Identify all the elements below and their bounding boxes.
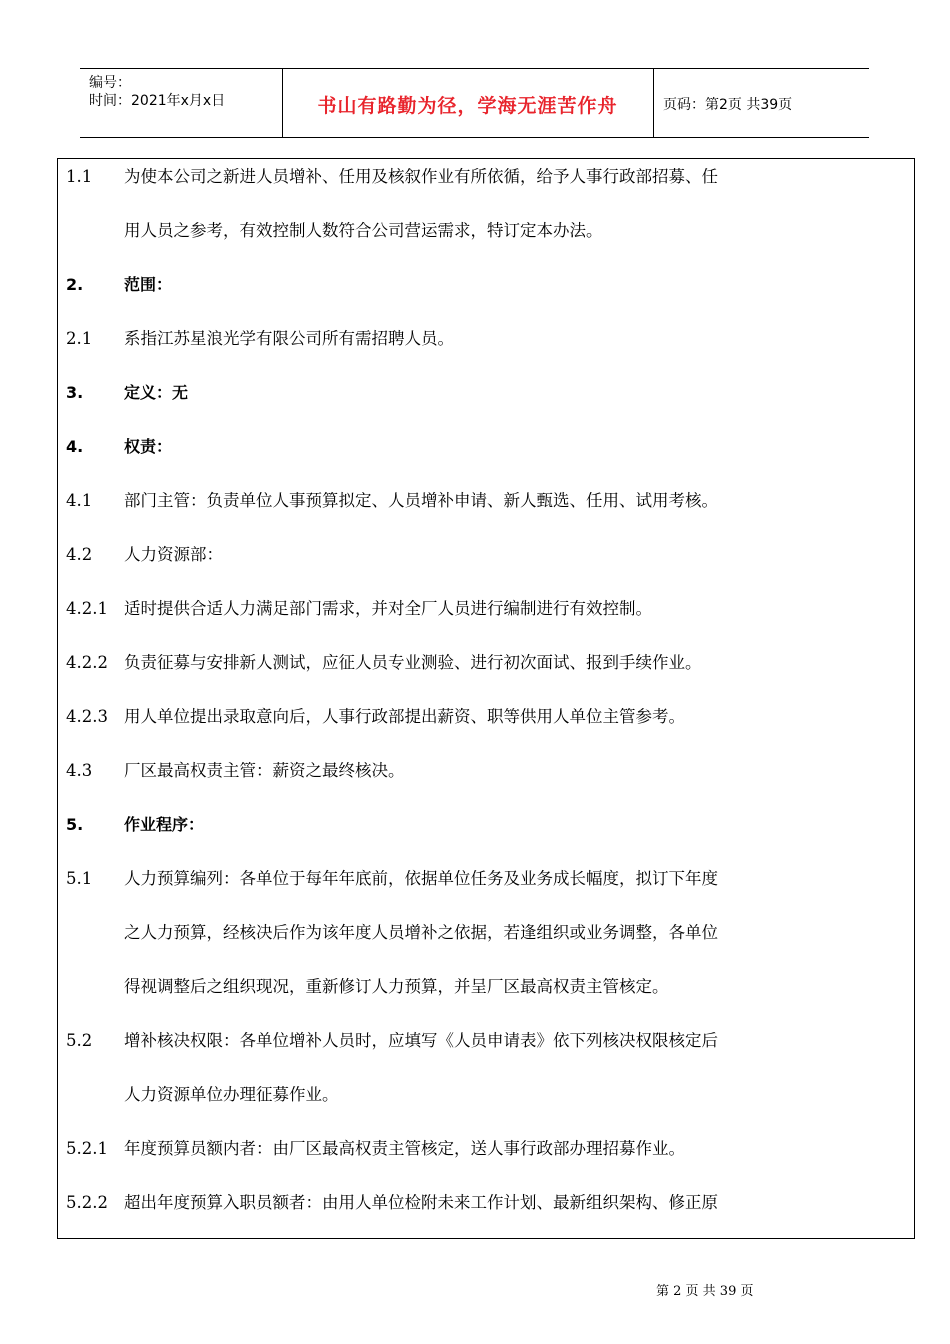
- line-4-2-3: [58, 699, 916, 735]
- clause-number: 5.2.1: [66, 1139, 108, 1158]
- clause-text: 负责征募与安排新人测试，应征人员专业测验、进行初次面试、报到手续作业。: [124, 653, 702, 672]
- line-5-2-1: [58, 1131, 916, 1167]
- clause-text: 得视调整后之组织现况，重新修订人力预算，并呈厂区最高权责主管核定。: [124, 977, 669, 996]
- line-1-1: [58, 159, 916, 195]
- clause-text: 用人单位提出录取意向后，人事行政部提出薪资、职等供用人单位主管参考。: [124, 707, 685, 726]
- document-date: 时间：2021年x月x日: [89, 93, 226, 109]
- clause-text: 增补核决权限：各单位增补人员时，应填写《人员申请表》依下列核决权限核定后: [124, 1031, 718, 1050]
- page-info: 页码：第2页 共39页: [663, 97, 793, 113]
- line-5-1-cont-2: [58, 969, 916, 1005]
- section-title: 作业程序：: [124, 815, 205, 834]
- clause-text: 之人力预算，经核决后作为该年度人员增补之依据，若逢组织或业务调整，各单位: [124, 923, 718, 942]
- clause-text: 人力资源单位办理征募作业。: [124, 1085, 339, 1104]
- section-number: 2.: [66, 275, 84, 294]
- clause-text: 人力预算编列：各单位于每年年底前，依据单位任务及业务成长幅度，拟订下年度: [124, 869, 718, 888]
- clause-number: 4.3: [66, 761, 93, 780]
- line-4-2: [58, 537, 916, 573]
- section-title: 定义：无: [124, 383, 189, 402]
- clause-text: 部门主管：负责单位人事预算拟定、人员增补申请、新人甄选、任用、试用考核。: [124, 491, 718, 510]
- clause-number: 4.2.1: [66, 599, 108, 618]
- section-number: 3.: [66, 383, 84, 402]
- heading-procedure: [58, 807, 916, 843]
- line-5-2: [58, 1023, 916, 1059]
- clause-text: 年度预算员额内者：由厂区最高权责主管核定，送人事行政部办理招募作业。: [124, 1139, 685, 1158]
- section-title: 权责：: [124, 437, 173, 456]
- line-5-2-2: [58, 1185, 916, 1221]
- heading-scope: [58, 267, 916, 303]
- line-5-1-cont-1: [58, 915, 916, 951]
- line-4-2-1: [58, 591, 916, 627]
- clause-text: 为使本公司之新进人员增补、任用及核叙作业有所依循，给予人事行政部招募、任: [124, 167, 718, 186]
- clause-number: 5.2: [66, 1031, 93, 1050]
- content-box: [57, 158, 915, 1239]
- line-4-3: [58, 753, 916, 789]
- line-1-1-cont: [58, 213, 916, 249]
- clause-text: 超出年度预算入职员额者：由用人单位检附未来工作计划、最新组织架构、修正原: [124, 1193, 718, 1212]
- document-number: 编号：: [89, 75, 131, 91]
- line-5-2-cont: [58, 1077, 916, 1113]
- clause-number: 4.2.2: [66, 653, 108, 672]
- line-4-1: [58, 483, 916, 519]
- clause-number: 5.2.2: [66, 1193, 108, 1212]
- clause-text: 适时提供合适人力满足部门需求，并对全厂人员进行编制进行有效控制。: [124, 599, 652, 618]
- clause-number: 1.1: [66, 167, 93, 186]
- clause-number: 4.1: [66, 491, 93, 510]
- section-number: 5.: [66, 815, 84, 834]
- clause-number: 2.1: [66, 329, 93, 348]
- clause-text: 用人员之参考，有效控制人数符合公司营运需求，特订定本办法。: [124, 221, 603, 240]
- clause-number: 4.2: [66, 545, 93, 564]
- heading-definition: [58, 375, 916, 411]
- line-4-2-2: [58, 645, 916, 681]
- clause-text: 厂区最高权责主管：薪资之最终核决。: [124, 761, 405, 780]
- clause-number: 4.2.3: [66, 707, 108, 726]
- line-2-1: [58, 321, 916, 357]
- clause-text: 系指江苏星浪光学有限公司所有需招聘人员。: [124, 329, 454, 348]
- header-slogan-cell: [282, 69, 654, 137]
- line-5-1: [58, 861, 916, 897]
- page-footer: 第 2 页 共 39 页: [656, 1284, 754, 1299]
- header-page-cell: [653, 69, 869, 137]
- section-number: 4.: [66, 437, 84, 456]
- slogan: 书山有路勤为径，学海无涯苦作舟: [317, 95, 618, 117]
- clause-number: 5.1: [66, 869, 93, 888]
- header-meta-cell: [80, 69, 283, 137]
- document-header: [80, 68, 869, 138]
- heading-responsibility: [58, 429, 916, 465]
- section-title: 范围：: [124, 275, 173, 294]
- clause-text: 人力资源部：: [124, 545, 223, 564]
